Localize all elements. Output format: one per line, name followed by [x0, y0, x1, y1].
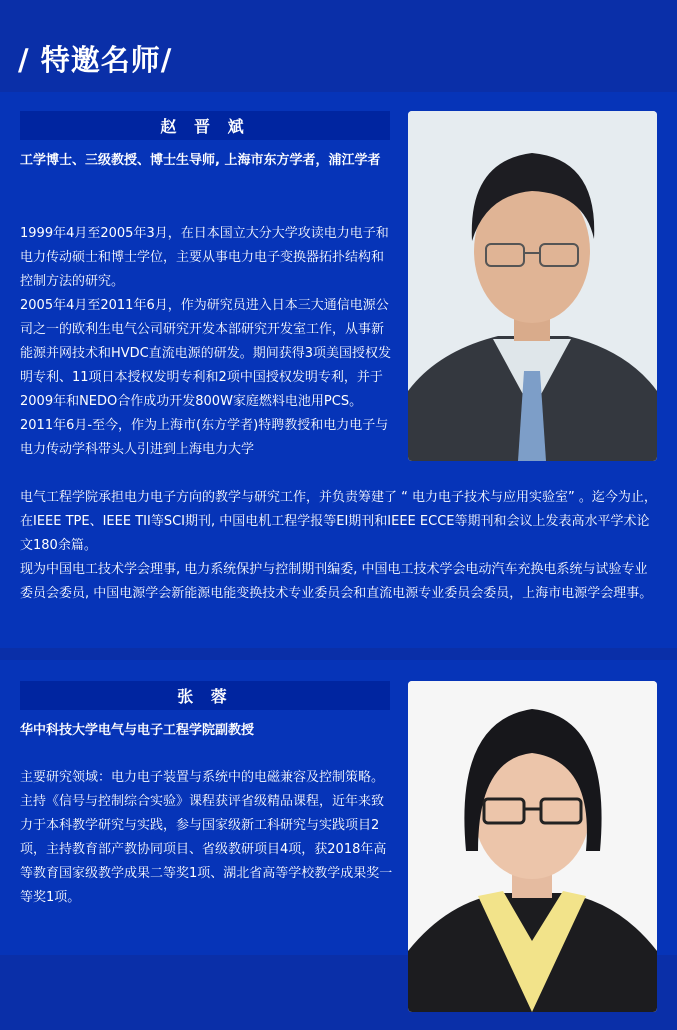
teacher-photo	[408, 681, 657, 1012]
bio-paragraph: 现为中国电工技术学会理事, 电力系统保护与控制期刊编委, 中国电工技术学会电动汽车充换电系统与试验专业委员会委员, 中国电源学会新能源电能变换技术专业委员会和直流电源专业委员会委员，上海市电源学会理事。	[20, 562, 653, 601]
teacher-bio-continued	[20, 486, 660, 606]
bio-paragraph: 主要研究领域：电力电子装置与系统中的电磁兼容及控制策略。主持《信号与控制综合实验》课程获评省级精品课程，近年来致力于本科教学研究与实践，参与国家级新工科研究与实践项目2项，主持教育部产教协同项目、省级教研项目4项，获2018年高等教育国家级教学成果二等奖1项、湖北省高等学校教学成果奖一等奖1项。	[20, 770, 393, 905]
bio-paragraph: 1999年4月至2005年3月，在日本国立大分大学攻读电力电子和电力传动硕士和博士学位，主要从事电力电子变换器拓扑结构和控制方法的研究。	[20, 226, 389, 289]
bio-paragraph: 2011年6月-至今，作为上海市(东方学者)特聘教授和电力电子与电力传动学科带头人引进到上海电力大学	[20, 418, 389, 457]
bio-paragraph: 电气工程学院承担电力电子方向的教学与研究工作，并负责筹建了 “ 电力电子技术与应用实验室” 。迄今为止，在IEEE TPE、IEEE TII等SCI期刊, 中国电机工程学报等EI期刊和IEEE ECCE等期刊和会议上发表高水平学术论文180余篇。	[20, 490, 657, 553]
teacher-title: 工学博士、三级教授、博士生导师, 上海市东方学者，浦江学者	[20, 153, 381, 168]
teacher-bio	[20, 766, 395, 910]
teacher-title: 华中科技大学电气与电子工程学院副教授	[20, 723, 255, 738]
teacher-name: 张 蓉	[20, 681, 390, 710]
teacher-name: 赵 晋 斌	[20, 111, 390, 140]
bio-paragraph: 2005年4月至2011年6月，作为研究员进入日本三大通信电源公司之一的欧利生电气公司研究开发本部研究开发室工作，从事新能源并网技术和HVDC直流电源的研发。期间获得3项美国授权发明专利、11项日本授权发明专利和2项中国授权发明专利，并于2009年和NEDO合作成功开发800W家庭燃料电池用PCS。	[20, 298, 392, 409]
teacher-bio	[20, 222, 395, 462]
teacher-photo	[408, 111, 657, 461]
page-title: / 特邀名师/	[18, 43, 173, 77]
